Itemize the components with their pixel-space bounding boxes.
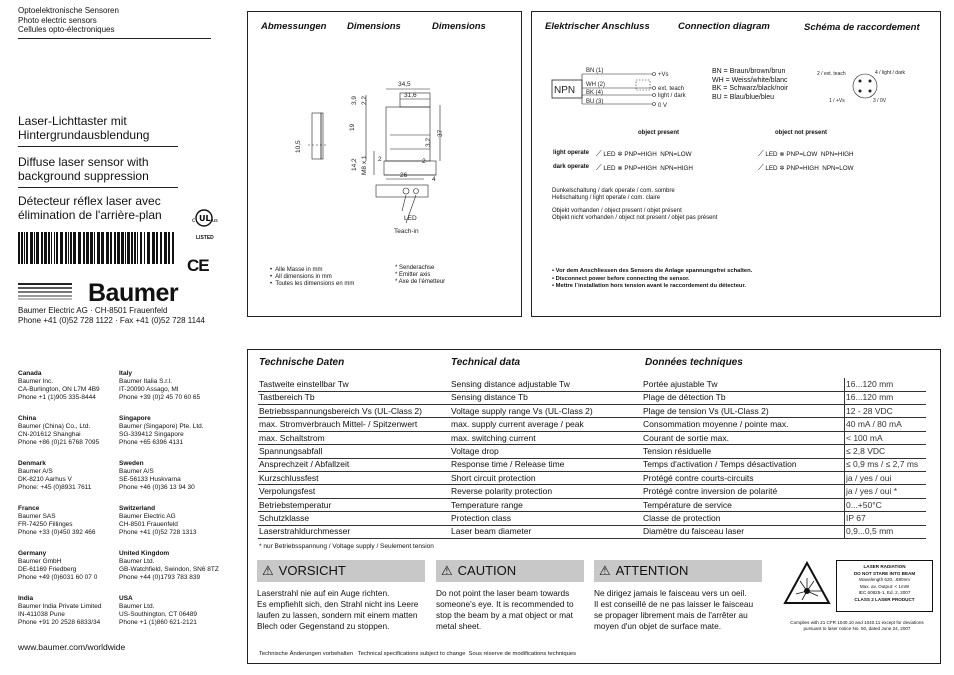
table-cell: Tension résiduelle	[643, 446, 712, 456]
barcode-bar	[160, 232, 162, 264]
axis-notes: * Senderachse * Emitter axis * Axe de l'émetteur	[395, 265, 446, 285]
barcode-bar	[56, 232, 58, 264]
country-line: DE-61169 Friedberg	[18, 566, 77, 573]
country-name: Germany	[18, 550, 47, 557]
country-line: Phone +41 (0)52 728 1313	[119, 529, 197, 536]
country-line: Baumer (Singapore) Pte. Ltd.	[119, 423, 204, 430]
country-name: Denmark	[18, 460, 46, 467]
country-name: USA	[119, 595, 133, 602]
product-title-de: Laser-Lichttaster mit Hintergrundausblendung	[18, 114, 150, 142]
connection-warnings: • Vor dem Anschliessen des Sensors die Anlage spannungsfrei schalten. • Disconnect power before connecting the sensor. • Mettre l´installation hors tension avant le raccordement du détecteur.	[552, 268, 753, 289]
barcode-bar	[73, 232, 76, 264]
connection-title-en: Connection diagram	[678, 21, 770, 32]
country-name: Italy	[119, 370, 133, 377]
laser-product-label: LASER RADIATION DO NOT STARE INTO BEAM Wavelength 620...680nm Max. av. Output: < 1mW IEC 60825-1, Ed. 2, 2007 CLASS 2 LASER PRODUCT	[836, 560, 933, 612]
warning-box-fr: ⚠ ATTENTION	[594, 560, 762, 582]
table-cell: ja / yes / oui *	[846, 486, 898, 497]
country-line: Baumer A/S	[119, 468, 154, 475]
country-line: CH-8501 Frauenfeld	[119, 521, 178, 528]
barcode-bar	[152, 232, 155, 264]
table-row	[258, 458, 926, 472]
table-cell: Verpolungsfest	[259, 486, 316, 497]
country-block	[119, 550, 219, 582]
svg-text:BU (3): BU (3)	[586, 99, 604, 105]
country-name: Switzerland	[119, 505, 156, 512]
dark-light-notes: Dunkelschaltung / dark operate / com. sombre Hellschaltung / light operate / com. claire	[552, 188, 675, 201]
country-name: France	[18, 505, 40, 512]
country-line: Phone: +45 (0)8931 7611	[18, 484, 92, 491]
barcode-bar	[164, 232, 167, 264]
country-block	[119, 415, 204, 447]
table-cell: Protégé contre courts-circuits	[643, 472, 754, 483]
table-cell: Sensing distance Tb	[451, 392, 528, 403]
barcode-bar	[30, 232, 33, 264]
barcode-bar	[144, 232, 145, 264]
country-line: Baumer Italia S.r.l.	[119, 378, 173, 385]
barcode	[18, 232, 176, 264]
table-cell: Reverse polarity protection	[451, 486, 553, 497]
barcode-bar	[106, 232, 109, 264]
table-cell: Schutzklasse	[259, 513, 310, 523]
country-name: Singapore	[119, 415, 151, 422]
barcode-bar	[147, 232, 150, 264]
table-cell: 0...+50°C	[846, 499, 882, 510]
country-line: GB-Watchfield, Swindon, SN6 8TZ	[119, 566, 219, 573]
country-line: Baumer GmbH	[18, 558, 62, 565]
baumer-logo-text: Baumer	[88, 279, 179, 307]
cell-divider	[844, 525, 845, 538]
warning-triangle-icon: ⚠	[262, 563, 274, 578]
barcode-bar	[168, 232, 170, 264]
table-cell: Tastbereich Tb	[259, 392, 315, 403]
country-line: Phone +1 (1)860 621-2121	[119, 619, 197, 626]
country-block	[119, 505, 197, 537]
country-name: United Kingdom	[119, 550, 170, 557]
svg-text:c: c	[192, 217, 196, 224]
country-line: Baumer Ltd.	[119, 558, 155, 565]
table-cell: 40 mA / 80 mA	[846, 419, 902, 430]
cell-divider	[844, 391, 845, 404]
table-cell: Température de service	[643, 499, 732, 510]
dimensions-title-en: Dimensions	[347, 21, 401, 32]
object-not-present-heading: object not present	[775, 130, 828, 136]
table-cell: Portée ajustable Tw	[643, 379, 718, 389]
wire-color-legend: BN = Braun/brown/brun WH = Weiss/white/blanc BK = Schwarz/black/noir BU = Blau/blue/bleu	[712, 68, 789, 101]
header-lines	[18, 6, 119, 35]
dimensions-title-de: Abmessungen	[261, 21, 327, 32]
country-name: Canada	[18, 370, 42, 377]
ul-listed-mark: c UL us LISTED	[190, 208, 216, 238]
divider	[18, 146, 178, 147]
barcode-bar	[44, 232, 47, 264]
table-cell: Laser beam diameter	[451, 526, 532, 537]
svg-text:UL: UL	[199, 214, 211, 223]
dim-label: 26	[400, 172, 408, 179]
header-line: Cellules opto-électroniques	[18, 25, 115, 34]
svg-text:us: us	[212, 218, 218, 224]
barcode-bar	[18, 232, 20, 264]
table-cell: Kurzschlussfest	[259, 472, 319, 483]
barcode-bar	[26, 232, 28, 264]
dark-operate-label: dark operate	[553, 164, 590, 170]
country-line: IT-20090 Assago, MI	[119, 386, 179, 393]
object-notes: Objekt vorhanden / object present / objet présent Objekt nicht vorhanden / object not present / objet pas présent	[552, 208, 718, 221]
cell-divider	[844, 499, 845, 512]
table-cell: Spannungsabfall	[259, 446, 323, 456]
barcode-bar	[78, 232, 81, 264]
table-cell: Classe de protection	[643, 513, 721, 523]
country-line: Baumer Ltd.	[119, 603, 155, 610]
country-line: Baumer India Private Limited	[18, 603, 102, 610]
country-block	[119, 595, 197, 627]
table-row	[258, 445, 926, 459]
baumer-logo-icon	[18, 283, 72, 300]
dim-label: M8 x 1	[361, 155, 368, 175]
company-phone: Phone +41 (0)52 728 1122 · Fax +41 (0)52 728 1144	[18, 316, 205, 325]
dim-label: 10,5	[295, 140, 302, 153]
warning-box-de: ⚠ VORSICHT	[257, 560, 425, 582]
table-row	[258, 378, 926, 392]
table-cell: Sensing distance adjustable Tw	[451, 379, 570, 389]
barcode-bar	[140, 232, 142, 264]
country-line: Baumer SAS	[18, 513, 56, 520]
table-cell: max. Schaltstrom	[259, 432, 325, 443]
barcode-bar	[101, 232, 104, 264]
country-block	[119, 460, 195, 492]
cell-divider	[844, 445, 845, 458]
table-row	[258, 485, 926, 499]
table-cell: Plage de détection Tb	[643, 392, 726, 403]
dim-label: 31,6	[404, 92, 417, 99]
barcode-bar	[137, 232, 138, 264]
dimension-notes: • Alle Masse in mm • All dimensions in mm • Toutes les dimensions en mm	[270, 267, 355, 287]
tech-title-en: Technical data	[451, 357, 521, 368]
svg-text:light / dark: light / dark	[658, 93, 686, 99]
dim-label: 19	[349, 123, 356, 131]
country-line: FR-74250 Fillinges	[18, 521, 73, 528]
barcode-bar	[54, 232, 55, 264]
country-line: SG-339412 Singapore	[119, 431, 184, 438]
cell-divider	[844, 378, 845, 391]
tech-title-de: Technische Daten	[259, 357, 345, 368]
connection-title-de: Elektrischer Anschluss	[545, 21, 650, 32]
country-line: Baumer A/S	[18, 468, 53, 475]
country-line: Baumer (China) Co., Ltd.	[18, 423, 91, 430]
table-row	[258, 391, 926, 405]
state-light-present: ⟋ LED ✲ PNP=HIGH NPN=LOW	[596, 149, 692, 158]
tech-title-fr: Données techniques	[645, 357, 743, 368]
state-light-not-present: ⟋ LED ⊗ PNP=LOW NPN=HIGH	[758, 149, 854, 158]
country-block	[18, 460, 91, 492]
cell-divider	[844, 472, 845, 485]
barcode-bar	[172, 232, 174, 264]
country-line: Phone +46 (0)36 13 94 30	[119, 484, 195, 491]
country-line: Phone +49 (0)6031 60 07 0	[18, 574, 98, 581]
table-cell: 16...120 mm	[846, 379, 894, 389]
table-row	[258, 499, 926, 513]
country-block	[18, 595, 101, 627]
table-cell: IP 67	[846, 513, 866, 523]
header-line: Optoelektronische Sensoren	[18, 6, 119, 15]
dim-label: 3,9	[351, 95, 358, 105]
country-line: Baumer Electric AG	[119, 513, 176, 520]
country-line: CN-201612 Shanghai	[18, 431, 81, 438]
warning-triangle-icon: ⚠	[599, 563, 611, 578]
teach-in-label: Teach-in	[394, 228, 419, 235]
cell-divider	[844, 485, 845, 498]
table-cell: ≤ 2,8 VDC	[846, 446, 886, 456]
table-cell: Protégé contre inversion de polarité	[643, 486, 778, 497]
table-cell: 16...120 mm	[846, 392, 894, 403]
header-line: Photo electric sensors	[18, 15, 97, 25]
npn-label: NPN	[554, 85, 576, 96]
country-line: Phone +39 (0)2 45 70 60 65	[119, 394, 201, 401]
barcode-bar	[48, 232, 50, 264]
svg-text:0 V: 0 V	[658, 103, 668, 109]
wiring-diagram	[548, 64, 708, 112]
svg-text:BK (4): BK (4)	[586, 90, 604, 96]
country-line: CA-Burlington, ON L7M 4B9	[18, 386, 100, 393]
connection-title-fr: Schéma de raccordement	[804, 22, 920, 33]
table-cell: ≤ 0,9 ms / ≤ 2,7 ms	[846, 459, 919, 470]
table-row	[258, 512, 926, 526]
country-block	[18, 505, 96, 537]
website-link[interactable]: www.baumer.com/worldwide	[18, 642, 126, 652]
warning-triangle-icon: ⚠	[441, 563, 453, 578]
barcode-bar	[97, 232, 100, 264]
cell-divider	[844, 405, 845, 418]
svg-text:3 / 0V: 3 / 0V	[873, 98, 887, 104]
country-block	[18, 415, 99, 447]
barcode-bar	[34, 232, 35, 264]
table-cell: Betriebstemperatur	[259, 499, 332, 510]
table-cell: Response time / Release time	[451, 459, 565, 470]
barcode-bar	[21, 232, 23, 264]
svg-text:+Vs: +Vs	[658, 72, 669, 78]
country-line: SE-56133 Huskvarna	[119, 476, 181, 483]
barcode-bar	[65, 232, 67, 264]
safety-text-de: Laserstrahl nie auf ein Auge richten. Es empfiehlt sich, den Strahl nicht ins Leere laufen zu lassen, sondern mit einem matten Blech oder Gegenstand zu stoppen.	[257, 588, 419, 631]
country-block	[18, 370, 100, 402]
country-line: Phone +86 (0)21 6768 7095	[18, 439, 100, 446]
dim-label: 2	[422, 158, 426, 165]
barcode-bar	[94, 232, 95, 264]
barcode-bar	[41, 232, 43, 264]
warning-box-en: ⚠ CAUTION	[436, 560, 584, 582]
barcode-bar	[90, 232, 93, 264]
dimension-drawing	[290, 75, 470, 245]
table-row	[258, 432, 926, 446]
cell-divider	[844, 418, 845, 431]
country-name: India	[18, 595, 34, 602]
table-cell: Plage de tension Vs (UL-Class 2)	[643, 405, 769, 416]
dim-label: 2	[378, 156, 382, 163]
connector-pinout-icon	[815, 66, 915, 106]
ce-mark: CE	[187, 256, 209, 275]
table-cell: max. supply current average / peak	[451, 419, 584, 430]
state-dark-not-present: ⟋ LED ✲ PNP=HIGH NPN=LOW	[758, 163, 854, 172]
product-title-en: Diffuse laser sensor with background suppression	[18, 155, 149, 183]
table-cell: Laserstrahldurchmesser	[259, 526, 351, 537]
dim-label: 34,5	[398, 81, 411, 88]
barcode-bar	[121, 232, 124, 264]
table-cell: Courant de sortie max.	[643, 432, 729, 443]
object-present-heading: object present	[638, 130, 680, 136]
tech-footnote: * nur Betriebsspannung / Voltage supply / Seulement tension	[259, 543, 434, 550]
company-address: Baumer Electric AG · CH-8501 Frauenfeld	[18, 306, 168, 315]
compliance-note: Complies with 21 CFR 1040.10 and 1040.11 except for deviations pursuant to laser notice No. 50, dated June 24, 2007	[790, 620, 924, 631]
country-line: US-Southington, CT 06489	[119, 611, 197, 618]
barcode-bar	[86, 232, 89, 264]
table-cell: Consommation moyenne / pointe max.	[643, 419, 789, 430]
dim-label: 3,2	[425, 137, 432, 147]
barcode-bar	[134, 232, 136, 264]
country-line: IN-411038 Pune	[18, 611, 65, 618]
barcode-bar	[51, 232, 52, 264]
led-label: LED	[404, 215, 417, 222]
barcode-bar	[70, 232, 72, 264]
table-cell: Temps d'activation / Temps désactivation	[643, 459, 797, 470]
barcode-bar	[68, 232, 69, 264]
state-dark-present: ⟋ LED ⊗ PNP=HIGH NPN=HIGH	[596, 163, 693, 172]
cell-divider	[844, 432, 845, 445]
country-line: Phone +44 (0)1793 783 839	[119, 574, 201, 581]
country-line: Phone +65 6396 4131	[119, 439, 184, 446]
table-cell: ja / yes / oui	[846, 472, 892, 483]
svg-text:4 / light / dark: 4 / light / dark	[875, 70, 906, 76]
table-cell: max. switching current	[451, 432, 536, 443]
country-name: China	[18, 415, 37, 422]
table-cell: 12 - 28 VDC	[846, 405, 893, 416]
table-cell: 0,9...0,5 mm	[846, 526, 894, 537]
dim-label: 2,2	[361, 95, 368, 105]
dim-label: 14,2	[351, 158, 358, 171]
svg-text:1 / +Vs: 1 / +Vs	[829, 98, 845, 104]
barcode-bar	[83, 232, 85, 264]
country-line: Phone +91 20 2528 6833/34	[18, 619, 101, 626]
barcode-bar	[125, 232, 126, 264]
table-cell: Voltage supply range Vs (UL-Class 2)	[451, 405, 593, 416]
table-row	[258, 472, 926, 486]
divider	[18, 187, 178, 188]
table-cell: < 100 mA	[846, 432, 883, 443]
safety-text-fr: Ne dirigez jamais le faisceau vers un oeil. Il est conseillé de ne pas laisser le faisceau se propager librement mais de l'arrêter au moyen d'un objet de surface mate.	[594, 588, 754, 631]
svg-text:ext. teach: ext. teach	[658, 86, 685, 92]
dimensions-title-fr: Dimensions	[432, 21, 486, 32]
table-cell: Ansprechzeit / Abfallzeit	[259, 459, 350, 470]
table-cell: Short circuit protection	[451, 472, 536, 483]
table-cell: Voltage drop	[451, 446, 499, 456]
footer-note: Technische Änderungen vorbehalten Technical specifications subject to change Sous réserve de modifications techniques	[259, 651, 576, 657]
country-block	[119, 370, 200, 402]
cell-divider	[844, 512, 845, 525]
country-line: DK-8210 Aarhus V	[18, 476, 72, 483]
table-row	[258, 525, 926, 539]
country-list	[18, 370, 238, 640]
table-row	[258, 418, 926, 432]
barcode-bar	[36, 232, 39, 264]
barcode-bar	[110, 232, 112, 264]
dim-label: 37	[437, 129, 444, 137]
cell-divider	[844, 458, 845, 471]
barcode-bar	[60, 232, 63, 264]
table-cell: max. Stromverbrauch Mittel- / Spitzenwert	[259, 419, 418, 430]
product-title-fr: Détecteur réflex laser avec élimination de l'arrière-plan	[18, 194, 162, 222]
barcode-bar	[156, 232, 158, 264]
barcode-bar	[131, 232, 133, 264]
table-row	[258, 405, 926, 419]
country-line: Baumer Inc.	[18, 378, 54, 385]
table-cell: Betriebsspannungsbereich Vs (UL-Class 2)	[259, 405, 422, 416]
table-cell: Tastweite einstellbar Tw	[259, 379, 349, 389]
country-block	[18, 550, 97, 582]
divider	[18, 38, 211, 39]
barcode-bar	[24, 232, 25, 264]
table-cell: Temperature range	[451, 499, 523, 510]
svg-text:WH (2): WH (2)	[586, 82, 605, 88]
laser-hazard-icon	[782, 560, 832, 606]
dim-label: 4	[432, 176, 436, 183]
barcode-bar	[117, 232, 120, 264]
svg-text:2 / ext. teach: 2 / ext. teach	[817, 71, 846, 77]
safety-text-en: Do not point the laser beam towards someone's eye. It is recommended to stop the beam by a mat object or mat metal sheet.	[436, 588, 574, 631]
country-line: Phone +33 (0)450 392 466	[18, 529, 96, 536]
light-operate-label: light operate	[553, 150, 590, 156]
svg-text:BN (1): BN (1)	[586, 68, 604, 74]
country-line: Phone +1 (1)905 335-8444	[18, 394, 96, 401]
table-cell: Diamètre du faisceau laser	[643, 526, 745, 537]
barcode-bar	[114, 232, 116, 264]
barcode-bar	[127, 232, 130, 264]
country-name: Sweden	[119, 460, 144, 467]
table-cell: Protection class	[451, 513, 511, 523]
